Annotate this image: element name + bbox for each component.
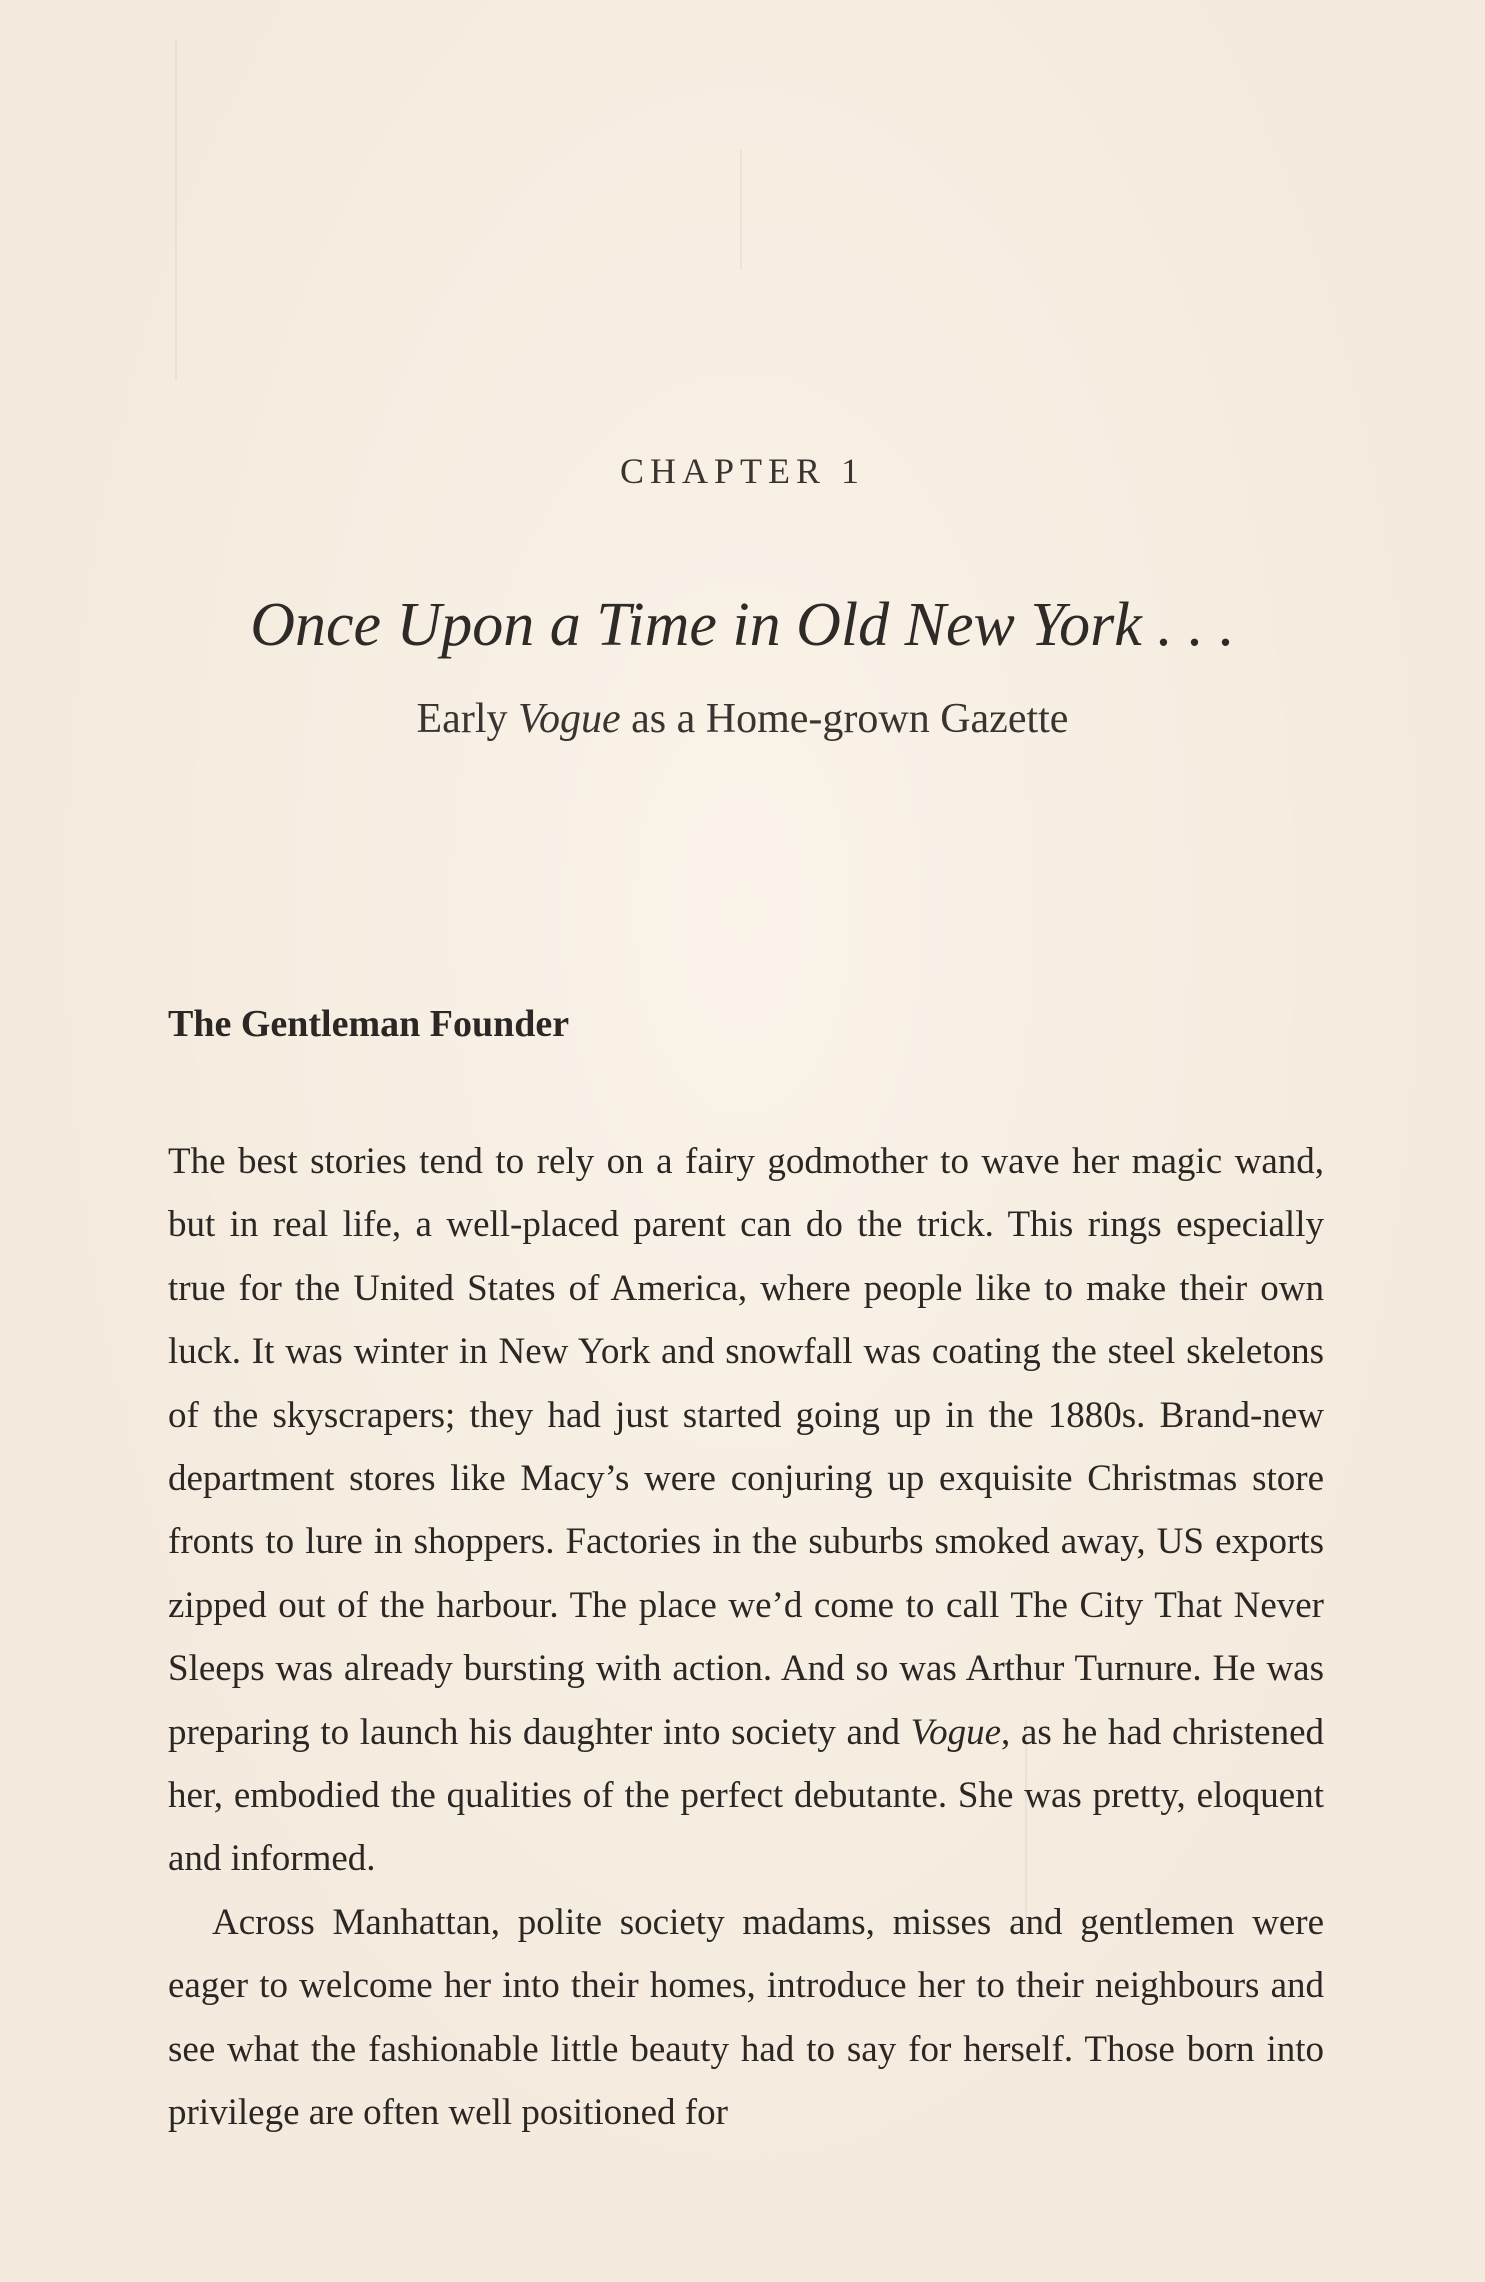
- paragraph-1-part-1: The best stories tend to rely on a fairy godmother to wave her magic wand, but in real life, a well-placed parent can do the trick. This rings especially true for the United States of America, where people like to make their own luck. It was winter in New York and snowfall was coating the steel skeletons of the skyscrapers; they had just started going up in the 1880s. Brand-new department stores like Macy’s were conjuring up exquisite Christmas store fronts to lure in shoppers. Factories in the suburbs smoked away, US exports zipped out of the harbour. The place we’d come to call The City That Never Sleeps was already bursting with action. And so was Arthur Turnure. He was preparing to launch his daughter into society and: [168, 1141, 1324, 1753]
- paragraph-1: [168, 1130, 1324, 1891]
- subtitle-italic-word: Vogue: [517, 696, 621, 742]
- subtitle-text-end: as a Home-grown Gazette: [620, 696, 1069, 742]
- body-text: [168, 1130, 1324, 2145]
- chapter-title: Once Upon a Time in Old New York . . .: [250, 591, 1235, 659]
- subtitle-text-start: Early: [416, 696, 518, 742]
- section-heading: The Gentleman Founder: [168, 1003, 570, 1045]
- paper-mark: [740, 150, 742, 270]
- paragraph-2: Across Manhattan, polite society madams, misses and gentlemen were eager to welcome her into their homes, introduce her to their neighbours and see what the fashionable little beauty had to say for herself. Those born into privilege are often well positioned for: [168, 1901, 1324, 2134]
- paragraph-1-italic: Vogue: [910, 1711, 1002, 1753]
- paper-mark: [175, 40, 177, 380]
- chapter-label: CHAPTER 1: [619, 451, 866, 491]
- chapter-subtitle: [0, 695, 1485, 743]
- paragraph-1-part-2: , as he had christened her, embodied the qualities of the perfect debutante. She was pretty, eloquent and informed.: [168, 1711, 1324, 1880]
